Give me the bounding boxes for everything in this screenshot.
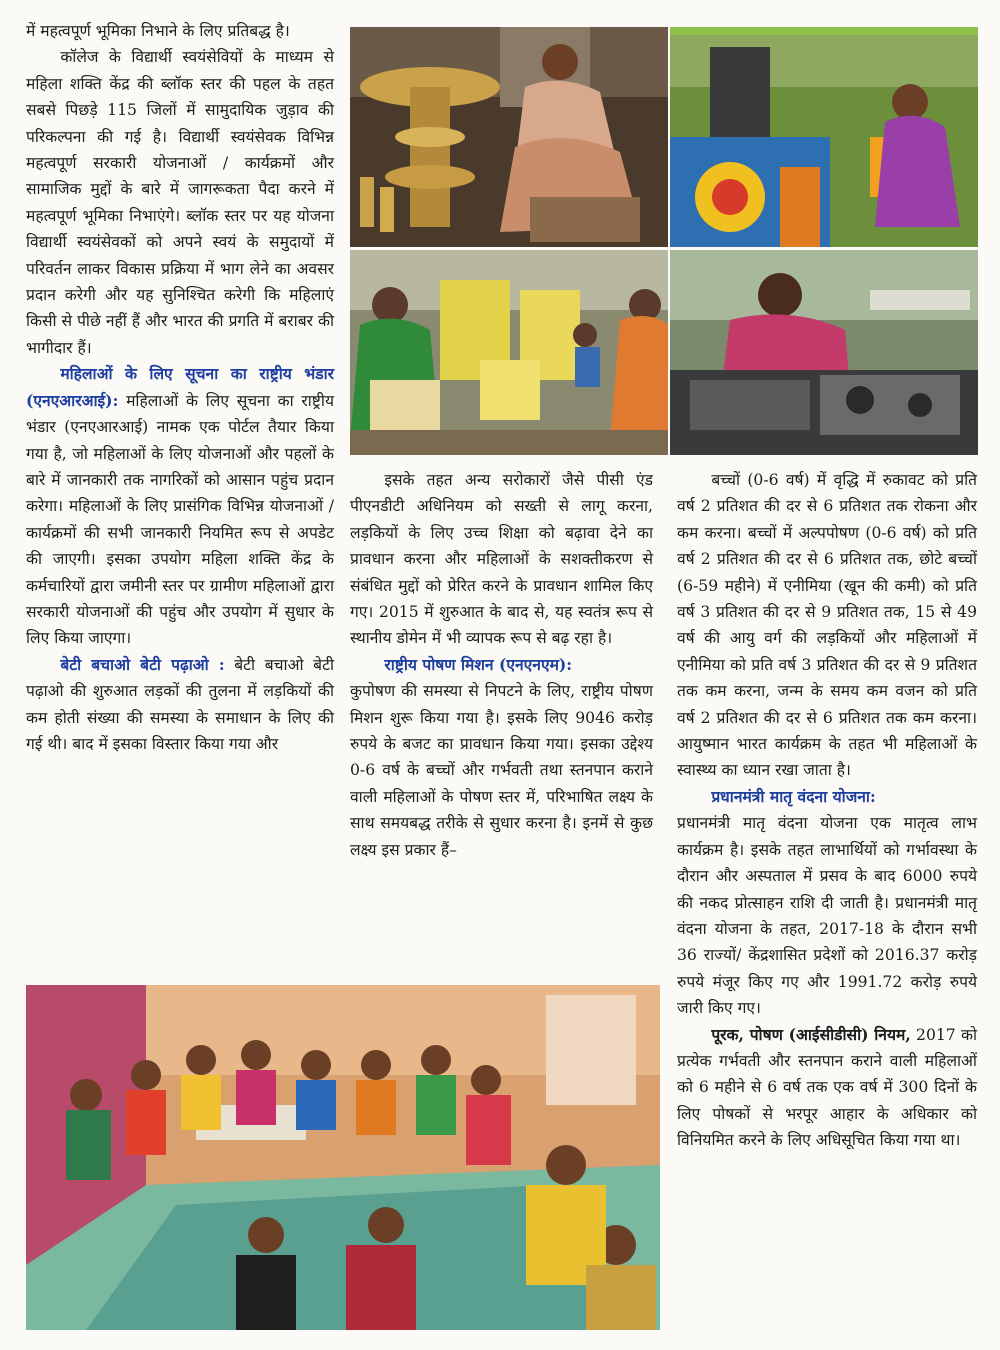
nnm-body: कुपोषण की समस्या से निपटने के लिए, राष्ट्रीय पोषण मिशन शुरू किया गया है। इसके लिए 9046 करोड़ रुपये के बजट का प्रावधान किया गया। इसका उद्देश्य 0-6 वर्ष के बच्चों और गर्भवती तथा स्तनपान कराने वाली महिलाओं के पोषण स्तर में, परिभाषित लक्ष्य के साथ समयबद्ध तरीके से सुधार करना है। इनमें से कुछ लक्ष्य इस प्रकार हैं–	[350, 682, 653, 859]
middle-column	[350, 467, 653, 863]
icds-section	[677, 1022, 977, 1154]
photo-women-group-meeting	[26, 985, 660, 1330]
left-para-2: कॉलेज के विद्यार्थी स्वयंसेवियों के माध्यम से महिला शक्ति केंद्र की ब्लॉक स्तर की पहल के तहत सबसे पिछड़े 115 जिलों में सामुदायिक जुड़ाव की परिकल्पना की गई है। विद्यार्थी स्वयंसेवक विभिन्न महत्वपूर्ण सरकारी योजनाओं / कार्यक्रमों और सामाजिक मुद्दों के बारे में जागरूकता पैदा करने में महत्वपूर्ण भूमिका निभाएंगे। ब्लॉक स्तर पर यह योजना विद्यार्थी स्वयंसेवकों को अपने स्वयं के समुदायों में परिवर्तन लाकर विकास प्रक्रिया में भाग लेने का अवसर प्रदान करेगी और यह सुनिश्चित करेगी कि महिलाएं किसी से पीछे नहीं हैं और भारत की प्रगति में बराबर की भागीदार हैं।	[26, 48, 334, 357]
photo-painted-crafts	[670, 27, 978, 247]
nari-heading: महिलाओं के लिए सूचना का राष्ट्रीय भंडार (एनएआरआई):	[26, 364, 334, 410]
left-para-1: में महत्वपूर्ण भूमिका निभाने के लिए प्रतिबद्ध है।	[26, 22, 290, 40]
icds-body: 2017 को प्रत्येक गर्भवती और स्तनपान कराने वाली महिलाओं को 6 महीने से 6 वर्ष तक एक वर्ष में 300 दिनों के लिए पोषकों से भरपूर आहार के अधिकार को विनियमित करने के लिए अधिसूचित किया गया था।	[677, 1025, 977, 1150]
icds-heading: पूरक, पोषण (आईसीडीसी) नियम,	[711, 1024, 911, 1044]
pmmvy-body: प्रधानमंत्री मातृ वंदना योजना एक मातृत्व लाभ कार्यक्रम है। इसके तहत लाभार्थियों को गर्भावस्था के दौरान और अस्पताल में प्रसव के बाद 6000 रुपये की नकद प्रोत्साहन राशि दी जाती है। प्रधानमंत्री मातृ वंदना योजना के तहत, 2017-18 के दौरान सभी 36 राज्यों/ केंद्रशासित प्रदेशों को 2016.37 करोड़ रुपये मंजूर किए गए और 1991.72 करोड़ रुपये जारी किए गए।	[677, 814, 977, 1018]
photo-brass-craftswoman	[350, 27, 668, 247]
nari-section	[26, 361, 334, 651]
pmmvy-heading: प्रधानमंत्री मातृ वंदना योजना:	[711, 786, 876, 806]
left-column	[26, 18, 334, 757]
bbbp-body: बेटी बचाओ बेटी पढ़ाओ की शुरुआत लड़कों की तुलना में लड़कियों की कम होती संख्या की समस्या के समाधान के लिए की गई थी। बाद में इसका विस्तार किया गया और	[26, 655, 334, 753]
bbbp-heading: बेटी बचाओ बेटी पढ़ाओ :	[60, 654, 225, 674]
nnm-heading: राष्ट्रीय पोषण मिशन (एनएनएम):	[384, 654, 573, 674]
nari-body: महिलाओं के लिए सूचना का राष्ट्रीय भंडार (एनएआरआई) नामक एक पोर्टल तैयार किया गया है, जो महिलाओं के लिए योजनाओं और पहलों के बारे में जानकारी तक नागरिकों को आसान पहुंच प्रदान करेगा। महिलाओं के लिए प्रासंगिक विभिन्न योजनाओं / कार्यक्रमों की सभी जानकारी नियमित रूप से अपडेट की जाएगी। इसका उपयोग महिला शक्ति केंद्र के कर्मचारियों द्वारा जमीनी स्तर पर ग्रामीण महिलाओं द्वारा सरकारी योजनाओं की पहुंच और उपयोग में सुधार के लिए किया जाएगा।	[26, 391, 334, 648]
right-column	[677, 467, 977, 1154]
photo-cane-furniture	[350, 250, 668, 455]
bbbp-section	[26, 652, 334, 758]
middle-para-1: इसके तहत अन्य सरोकारों जैसे पीसी एंड पीएनडीटी अधिनियम को सख्ती से लागू करना, लड़कियों के लिए उच्च शिक्षा को बढ़ावा देने का प्रावधान करना और महिलाओं के सशक्तीकरण से संबंधित मुद्दों को प्रेरित करने के प्रावधान शामिल किए गए। 2015 में शुरुआत के बाद से, यह स्वतंत्र रूप से स्थानीय डोमेन में भी व्यापक रूप से बढ़ रहा है।	[350, 471, 653, 648]
right-para-1: बच्चों (0-6 वर्ष) में वृद्धि में रुकावट को प्रति वर्ष 2 प्रतिशत की दर से 6 प्रतिशत तक रोकना और कम करना। बच्चों में अल्पपोषण (0-6 वर्ष) को प्रति वर्ष 2 प्रतिशत की दर से 6 प्रतिशत तक, छोटे बच्चों (6-59 महीने) में एनीमिया (खून की कमी) को प्रति वर्ष 3 प्रतिशत की दर से 9 प्रतिशत तक, 15 से 49 वर्ष की आयु वर्ग की लड़कियों और महिलाओं में एनीमिया को प्रति वर्ष 3 प्रतिशत की दर से 9 प्रतिशत तक कम करना, जन्म के समय कम वजन को प्रति वर्ष 2 प्रतिशत की दर से 6 प्रतिशत तक कम करना। आयुष्मान भारत कार्यक्रम के तहत भी महिलाओं के स्वास्थ्य का ध्यान रखा जाता है।	[677, 471, 977, 780]
photo-woman-mechanic	[670, 250, 978, 455]
